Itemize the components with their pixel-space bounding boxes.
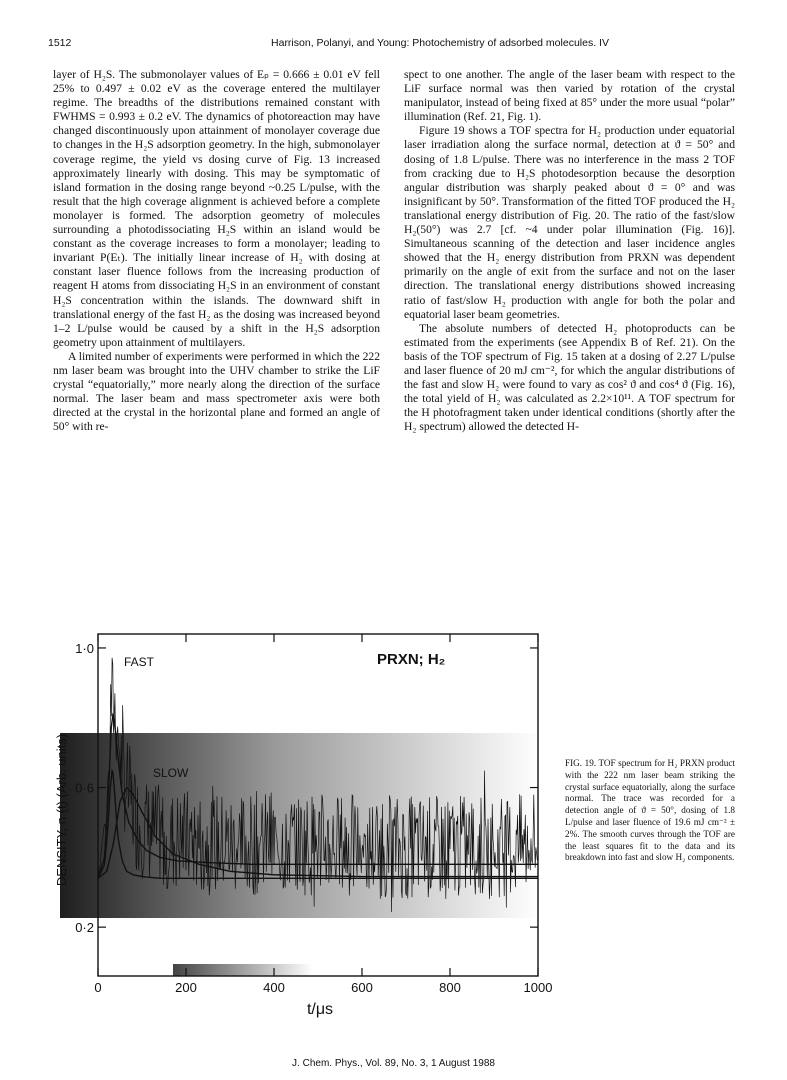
running-title: Harrison, Polanyi, and Young: Photochemistry of adsorbed molecules. IV xyxy=(271,37,609,49)
paragraph: Figure 19 shows a TOF spectra for H₂ production under equatorial laser irradiation along the surface normal, detection at ϑ = 50° and dosing of 1.8 L/pulse. There was no interference in the mass 2 TOF from cracking due to H₂S photodesorption because the desorption angular distribution was sharply peaked about ϑ = 0° and was insignificant by 50°. Transformation of the fitted TOF produced the H₂ translational energy distribution of Fig. 20. The ratio of the fast/slow H₂(50°) was 2.7 [cf. ~4 under polar illumination (Fig. 16)]. Simultaneous scanning of the detection and laser incidence angles showed that the H₂ energy distribution from PRXN was dependent primarily on the angle of exit from the surface and not on the laser direction. The translational energy distributions showed increasing ratio of fast/slow H₂ production with angle for both the polar and equatorial laser beam geometries. xyxy=(404,124,735,321)
x-tick-label: 1000 xyxy=(523,980,553,995)
paragraph: spect to one another. The angle of the laser beam with respect to the LiF surface normal was then varied by rotation of the crystal manipulator, instead of being fixed at 85° under the more usual “polar” illumination (Ref. 21, Fig. 1). xyxy=(404,68,735,124)
x-tick-label: 200 xyxy=(175,980,197,995)
x-tick-label: 600 xyxy=(351,980,373,995)
right-column xyxy=(404,68,735,434)
figure-caption: FIG. 19. TOF spectrum for H₂ PRXN product with the 222 nm laser beam striking the crystal surface equatorially, along the surface normal. The trace was recorded for a detection angle of ϑ = 50°, dosing of 1.8 L/pulse and laser fluence of 19.6 mJ cm⁻² ± 2%. The smooth curves through the TOF are the least squares fit to the data and its breakdown into fast and slow H₂ components. xyxy=(565,758,735,863)
x-axis-label: t/μs xyxy=(306,1001,334,1018)
x-tick-label: 0 xyxy=(94,980,102,995)
x-tick-label: 400 xyxy=(263,980,285,995)
axis-shading xyxy=(173,964,313,976)
x-tick-label: 800 xyxy=(439,980,461,995)
annotation-slow: SLOW xyxy=(153,766,189,780)
y-axis-label: DENSITY, n (t) (Arb. units) xyxy=(54,733,69,887)
left-column xyxy=(53,68,380,434)
annotation-fast: FAST xyxy=(124,655,155,669)
paragraph: layer of H₂S. The submonolayer values of Eₚ = 0.666 ± 0.01 eV fell 25% to 0.497 ± 0.02 eV as the coverage entered the multilayer regime. The breadths of the distributions remained constant with FWHMS = 0.993 ± 0.2 eV. The dynamics of photoreaction may have changed discontinuously upon attainment of monolayer coverage due to changes in the H₂S adsorption geometry. In the high, submonolayer coverage regime, the yield vs dosing curve of Fig. 13 increased approximately linearly with dosing. This may be symptomatic of island formation in the dosing range beyond ~0.25 L/pulse, with the result that the high coverage alignment is achieved before a complete monolayer is formed. The adsorption geometry of molecules surrounding a photodissociating H₂S within an island would be constant as the coverage increases to form a monolayer; leading to invariant P(Eₜ). The initially linear increase of H₂ with dosing at constant laser fluence follows from the increasing production of reagent H atoms from dissociating H₂S in an environment of constant H₂S concentration within the islands. The downward shift in translational energy of the fast H₂ as the dosing was increased beyond 1–2 L/pulse would be caused by a shift in the H₂S adsorption geometry upon attainment of multilayers. xyxy=(53,68,380,349)
page-number: 1512 xyxy=(48,37,72,49)
y-tick-label: 0·2 xyxy=(75,920,94,936)
photo-shading xyxy=(60,733,540,918)
journal-footer: J. Chem. Phys., Vol. 89, No. 3, 1 August 1988 xyxy=(292,1058,495,1069)
y-tick-label: 1·0 xyxy=(75,640,94,656)
paragraph: The absolute numbers of detected H₂ photoproducts can be estimated from the experiments (see Appendix B of Ref. 21). On the basis of the TOF spectrum of Fig. 15 taken at a dosing of 2.27 L/pulse and laser fluence of 20 mJ cm⁻², for which the angular distributions of the fast and slow H₂ were found to vary as cos² ϑ and cos⁴ ϑ (Fig. 16), the total yield of H₂ was calculated as 2.2×10¹¹. A TOF spectrum for the H photofragment taken under identical conditions (shortly after the H₂ spectrum) allowed the detected H- xyxy=(404,321,735,434)
page-header xyxy=(0,37,787,51)
tof-figure xyxy=(40,612,560,1032)
y-tick-label: 0·6 xyxy=(75,780,94,796)
tof-chart xyxy=(40,612,560,1032)
paragraph: A limited number of experiments were performed in which the 222 nm laser beam was brought into the UHV chamber to strike the LiF crystal “equatorially,” more nearly along the direction of the surface normal. The laser beam and mass spectrometer axis were both directed at the crystal in the horizontal plane and formed an angle of 50° with re- xyxy=(53,349,380,434)
chart-title: PRXN; H₂ xyxy=(377,651,446,668)
